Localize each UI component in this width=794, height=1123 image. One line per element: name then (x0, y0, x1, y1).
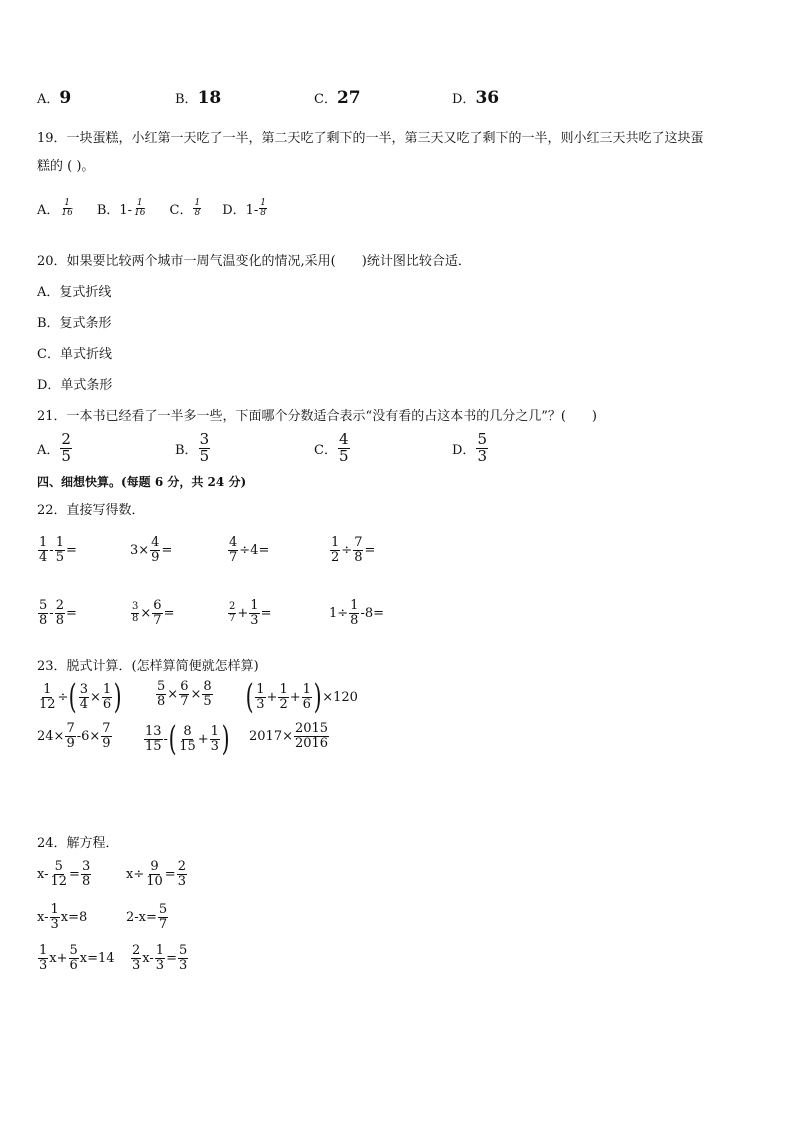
option-letter: B． (175, 92, 198, 107)
q18-option-a (37, 88, 71, 108)
q19-stem-line1: 19．一块蛋糕，小红第一天吃了一半，第二天吃了剩下的一半，第三天又吃了剩下的一半，则小红三天共吃了这块蛋 (37, 131, 704, 146)
q23-expr-1: $\frac{1}{12}$ ÷ ( $\frac{3}{4}$ × $\frac{1}{6}$ ) (39, 677, 122, 717)
q18-option-b (175, 88, 221, 108)
fraction: $\frac{3}{5}$ (199, 430, 210, 465)
q21-option-a: A． $\frac{2}{5}$ (37, 430, 71, 465)
q23-stem: 23．脱式计算．(怎样算简便就怎样算) (37, 659, 259, 674)
q24-eq-1: x- $\frac{5}{12}$ = $\frac{3}{8}$ (37, 859, 91, 889)
fraction: $\frac{1}{16}$ (134, 198, 146, 219)
q23-expr-5: $\frac{13}{15}$ - ( $\frac{8}{15}$ + $\frac{1}{3}$ ) (145, 719, 230, 759)
q21-option-b: B． $\frac{3}{5}$ (175, 430, 210, 465)
fraction: $\frac{2}{5}$ (61, 430, 71, 465)
q21-option-c: C． $\frac{4}{5}$ (314, 430, 349, 465)
option-value: 9 (59, 88, 72, 108)
q22-expr-2: 3× $\frac{4}{9}$ = (130, 535, 173, 565)
q20-option-a: A．复式折线 (37, 285, 112, 300)
option-letter: C． (314, 92, 337, 107)
option-value: 27 (336, 88, 361, 108)
q23-expr-6: 2017× $\frac{2015}{2016}$ (249, 721, 329, 751)
option-value: 18 (197, 88, 222, 108)
q24-eq-5: $\frac{1}{3}$ x+ $\frac{5}{6}$ x=14 (39, 943, 115, 973)
q23-expr-3: ( $\frac{1}{3}$ + $\frac{1}{2}$ + $\frac{1}{6}$ ) ×120 (245, 677, 358, 717)
fraction: $\frac{4}{5}$ (338, 430, 349, 465)
q22-expr-1: $\frac{1}{4}$ - $\frac{1}{5}$ = (39, 535, 77, 565)
q23-expr-4: 24× $\frac{7}{9}$ -6× $\frac{7}{9}$ (37, 721, 111, 751)
q24-eq-6: $\frac{2}{3}$ x- $\frac{1}{3}$ = $\frac{5}{3}$ (132, 943, 188, 973)
q20-option-b: B．复式条形 (37, 316, 112, 331)
q22-expr-4: $\frac{1}{2}$ ÷ $\frac{7}{8}$ = (331, 535, 376, 565)
fraction: $\frac{1}{8}$ (194, 198, 201, 219)
q24-eq-3: x- $\frac{1}{3}$ x =8 (37, 902, 88, 932)
q21-option-d: D． $\frac{5}{3}$ (452, 430, 487, 465)
q19-option-b: B．1- (96, 203, 133, 219)
q20-stem: 20．如果要比较两个城市一周气温变化的情况,采用( )统计图比较合适． (37, 254, 471, 269)
fraction: $\frac{1}{16}$ (61, 198, 73, 219)
q22-expr-8: 1÷ $\frac{1}{8}$ -8= (329, 598, 385, 628)
q18-option-c (314, 88, 361, 108)
option-value: 36 (475, 88, 500, 108)
q20-option-c: C．单式折线 (37, 347, 112, 362)
q21-stem: 21．一本书已经看了一半多一些，下面哪个分数适合表示“没有看的占这本书的几分之几”？( ) (37, 409, 597, 424)
q19-option-d: D．1- (222, 203, 259, 219)
option-letter: A． (37, 92, 60, 107)
q22-expr-7: $\frac{2}{7}$ + $\frac{1}{3}$ = (229, 598, 272, 628)
q24-stem: 24．解方程． (37, 836, 119, 851)
q19-option-a: A． (37, 203, 60, 219)
q19-options (37, 199, 268, 219)
q19-option-c: C． (169, 203, 193, 219)
option-letter: D． (452, 92, 476, 107)
q24-eq-2: x÷ $\frac{9}{10}$ = $\frac{2}{3}$ (126, 859, 186, 889)
q20-option-d: D．单式条形 (37, 378, 113, 393)
q22-stem: 22．直接写得数． (37, 503, 145, 518)
q22-expr-5: $\frac{5}{8}$ - $\frac{2}{8}$ = (39, 598, 77, 628)
section-heading: 四、细想快算。(每题 6 分，共 24 分) (37, 475, 247, 489)
q22-expr-3: $\frac{4}{7}$ ÷4= (229, 535, 270, 565)
q22-expr-6: $\frac{3}{8}$ × $\frac{6}{7}$ = (132, 598, 175, 628)
q24-eq-4: 2-x= $\frac{5}{7}$ (126, 902, 168, 932)
fraction: $\frac{5}{3}$ (477, 430, 487, 465)
q19-stem-line2: 糕的 ( )。 (37, 159, 95, 174)
q18-option-d (452, 88, 499, 108)
q23-expr-2: $\frac{5}{8}$ × $\frac{6}{7}$ × $\frac{8}{5}$ (157, 679, 212, 709)
fraction: $\frac{1}{8}$ (260, 198, 267, 219)
